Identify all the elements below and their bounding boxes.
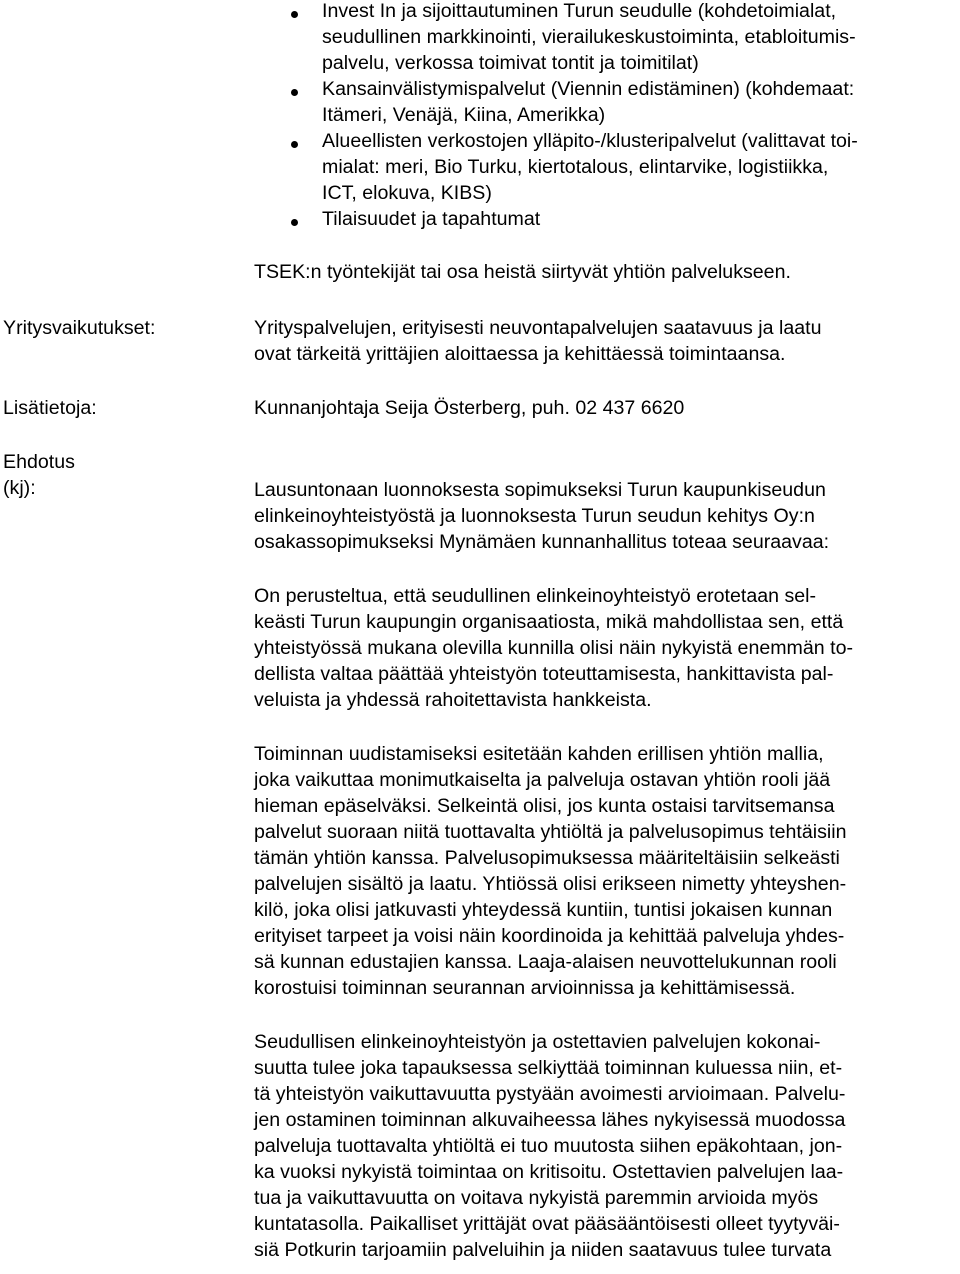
- paragraph-line: tämän yhtiön kanssa. Palvelusopimuksessa määriteltäisiin selkeästi: [254, 847, 840, 869]
- paragraph-line: siä Potkurin tarjoamiin palveluihin ja niiden saatavuus tulee turvata: [254, 1239, 832, 1261]
- bullet-line: Invest In ja sijoittautuminen Turun seudulle (kohdetoimialat,: [322, 0, 837, 22]
- paragraph-line: yhteistyössä mukana olevilla kunnilla olisi näin nykyistä enemmän to-: [254, 637, 853, 659]
- paragraph-line: kilö, joka olisi jatkuvasti yhteydessä kuntiin, tuntisi jokaisen kunnan: [254, 899, 833, 921]
- ehdotus-label: Ehdotus: [3, 451, 75, 473]
- yritysvaikutukset-label: Yritysvaikutukset:: [3, 317, 156, 339]
- paragraph-line: veluista ja yhdessä rahoitettavista hankkeista.: [254, 689, 652, 711]
- bullet-line: Itämeri, Venäjä, Kiina, Amerikka): [322, 104, 606, 126]
- bullet-dot: [291, 89, 298, 96]
- paragraph-line: dellista valtaa päättää yhteistyön toteuttamisesta, hankittavista pal-: [254, 663, 834, 685]
- paragraph-line: palvelut suoraan niitä tuottavalta yhtiöltä ja palvelusopimus tehtäisiin: [254, 821, 847, 843]
- paragraph-line: tua ja vaikuttavuutta on voitava nykyistä paremmin arvioida myös: [254, 1187, 819, 1209]
- paragraph-line: jen ostaminen toiminnan alkuvaiheessa lähes nykyisessä muodossa: [254, 1109, 846, 1131]
- paragraph-line: Toiminnan uudistamiseksi esitetään kahden erillisen yhtiön mallia,: [254, 743, 824, 765]
- bullet-line: palvelu, verkossa toimivat tontit ja toimitilat): [322, 52, 699, 74]
- paragraph-line: elinkeinoyhteistyöstä ja luonnoksesta Turun seudun kehitys Oy:n: [254, 505, 815, 527]
- paragraph-line: tä yhteistyön vaikuttavuutta pystyään avoimesti arvioimaan. Palvelu-: [254, 1083, 846, 1105]
- bullet-line: seudullinen markkinointi, vierailukeskustoiminta, etabloitumis-: [322, 26, 856, 48]
- paragraph-line: On perusteltua, että seudullinen elinkeinoyhteistyö erotetaan sel-: [254, 585, 817, 607]
- paragraph-line: sä kunnan edustajien kanssa. Laaja-alaisen neuvottelukunnan rooli: [254, 951, 837, 973]
- paragraph-line: Seudullisen elinkeinoyhteistyön ja ostettavien palvelujen kokonai-: [254, 1031, 821, 1053]
- paragraph-line: keästi Turun kaupungin organisaatiosta, mikä mahdollistaa sen, että: [254, 611, 844, 633]
- bullet-line: Tilaisuudet ja tapahtumat: [322, 208, 541, 230]
- paragraph-line: kuntatasolla. Paikalliset yrittäjät ovat pääsääntöisesti olleet tyytyväi-: [254, 1213, 840, 1235]
- paragraph-line: ka vuoksi nykyistä toimintaa on kritisoitu. Ostettavien palvelujen laa-: [254, 1161, 844, 1183]
- paragraph-line: palvelujen sisältö ja laatu. Yhtiössä olisi erikseen nimetty yhteyshen-: [254, 873, 847, 895]
- bullet-line: Alueellisten verkostojen ylläpito-/klusteripalvelut (valittavat toi-: [322, 130, 858, 152]
- yritysvaikutukset-text: ovat tärkeitä yrittäjien aloittaessa ja kehittäessä toimintaansa.: [254, 343, 786, 365]
- bullet-dot: [291, 141, 298, 148]
- ehdotus-label-kj: (kj):: [3, 477, 36, 499]
- tsek-paragraph: TSEK:n työntekijät tai osa heistä siirtyvät yhtiön palvelukseen.: [254, 261, 791, 283]
- paragraph-line: hieman epäselväksi. Selkeintä olisi, jos kunta ostaisi tarvitsemansa: [254, 795, 835, 817]
- bullet-dot: [291, 219, 298, 226]
- bullet-line: ICT, elokuva, KIBS): [322, 182, 492, 204]
- paragraph-line: joka vaikuttaa monimutkaiselta ja palveluja ostavan yhtiön rooli jää: [254, 769, 831, 791]
- paragraph-line: suutta tulee joka tapauksessa selkiyttää toiminnan kuluessa niin, et-: [254, 1057, 843, 1079]
- bullet-dot: [291, 11, 298, 18]
- bullet-line: Kansainvälistymispalvelut (Viennin edistäminen) (kohdemaat:: [322, 78, 855, 100]
- paragraph-line: palveluja tuottavalta yhtiöltä ei tuo muutosta siihen epäkohtaan, jon-: [254, 1135, 843, 1157]
- lisatietoja-label: Lisätietoja:: [3, 397, 97, 419]
- paragraph-line: osakassopimukseksi Mynämäen kunnanhallitus toteaa seuraavaa:: [254, 531, 830, 553]
- bullet-line: mialat: meri, Bio Turku, kiertotalous, elintarvike, logistiikka,: [322, 156, 829, 178]
- lisatietoja-value: Kunnanjohtaja Seija Österberg, puh. 02 437 6620: [254, 397, 685, 419]
- paragraph-line: erityiset tarpeet ja voisi näin koordinoida ja kehittää palveluja yhdes-: [254, 925, 845, 947]
- paragraph-line: korostuisi toiminnan seurannan arvioinnissa ja kehittämisessä.: [254, 977, 796, 999]
- paragraph-line: Lausuntonaan luonnoksesta sopimukseksi Turun kaupunkiseudun: [254, 479, 826, 501]
- yritysvaikutukset-text: Yrityspalvelujen, erityisesti neuvontapalvelujen saatavuus ja laatu: [254, 317, 822, 339]
